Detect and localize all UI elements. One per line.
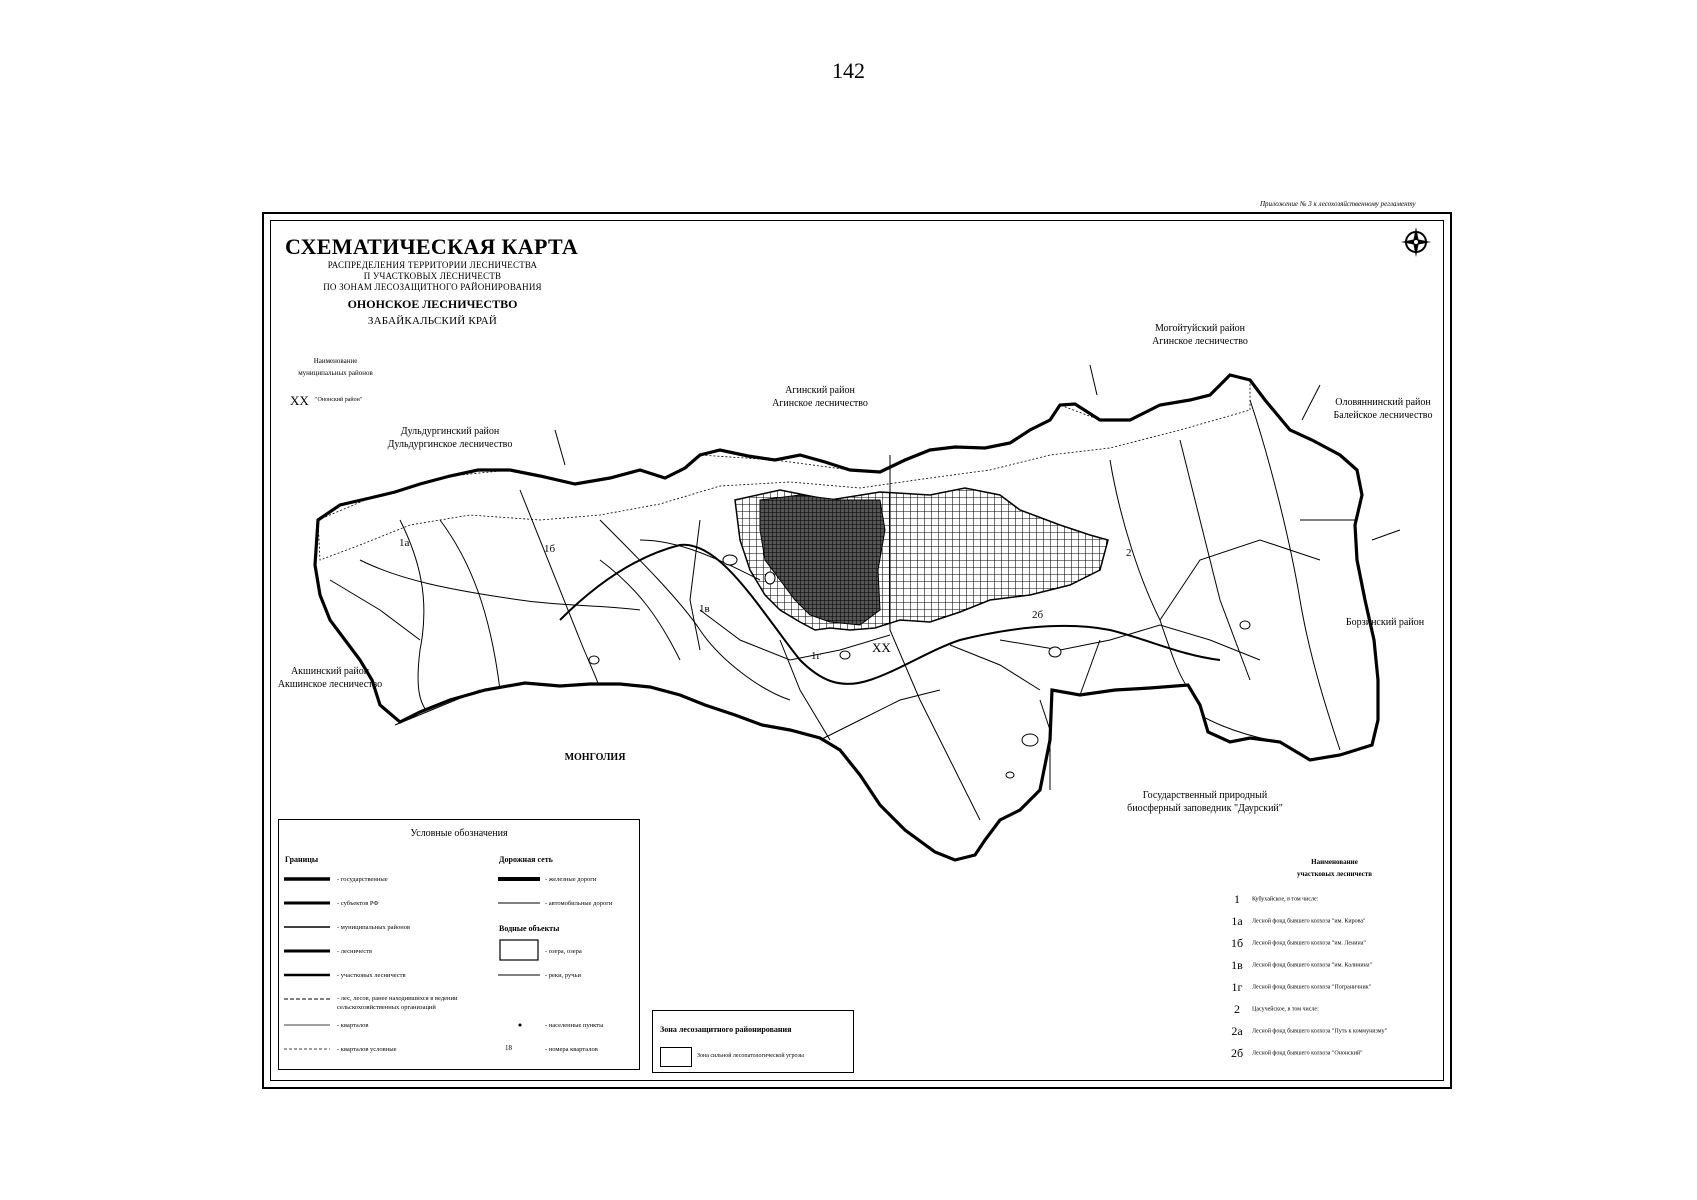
- legend-title: Условные обозначения: [410, 828, 508, 839]
- plot-item: [1222, 936, 1366, 951]
- neighbor-line: Агинский район: [785, 385, 855, 396]
- plot-item: [1222, 1024, 1387, 1039]
- legend-border-municipal: - муниципальных районов: [337, 924, 411, 931]
- plot-name: Лесной фонд бывшего колхоза "им. Калинина": [1252, 962, 1372, 969]
- neighbor-daursky: [1110, 789, 1300, 815]
- map-subtitle-line-3: ПО ЗОНАМ ЛЕСОЗАЩИТНОГО РАЙОНИРОВАНИЯ: [323, 282, 542, 292]
- legend-border-district-forestry: - участковых лесничеств: [337, 972, 406, 979]
- zone-legend-item: Зона сильной лесопатологической угрозы: [697, 1053, 804, 1059]
- neighbor-mongolia: [545, 751, 645, 764]
- plots-list: [1222, 856, 1447, 1060]
- legend-border-forestry: - лесничеств: [337, 948, 373, 955]
- neighbor-akshinsky: [270, 665, 390, 691]
- plot-name: Лесной фонд бывшего колхоза "Путь к коммунизму": [1252, 1028, 1388, 1035]
- plot-code: 2б: [1230, 1046, 1244, 1060]
- legend-railway: - железные дороги: [545, 876, 597, 883]
- municipal-names-line-2: муниципальных районов: [298, 369, 373, 377]
- plot-item: [1222, 1002, 1319, 1017]
- plot-name: Цасучейское, в том числе:: [1252, 1006, 1319, 1013]
- neighbor-mogoytuy: [1120, 322, 1280, 348]
- legend-border-quarters-conditional: - кварталов условные: [337, 1046, 397, 1053]
- plot-name: Лесной фонд бывшего колхоза "им. Ленина": [1252, 940, 1366, 947]
- plot-name: Лесной фонд бывшего колхоза "Пограничник": [1252, 984, 1372, 991]
- neighbor-line: Дульдургинское лесничество: [387, 439, 513, 450]
- legend-border-quarters: - кварталов: [337, 1022, 369, 1029]
- neighbor-line: Борзинский район: [1345, 617, 1425, 628]
- plot-name: Кубухайское, в том числе:: [1252, 896, 1319, 903]
- map-label-1a: 1а: [399, 537, 410, 549]
- municipal-names-line-1: Наименование: [313, 357, 358, 365]
- plot-code: 1б: [1230, 936, 1244, 950]
- legend-roads-heading: Дорожная сеть: [499, 855, 553, 864]
- plot-code: 1: [1234, 892, 1240, 906]
- map-label-2: 2: [1126, 547, 1132, 559]
- neighbor-line: Могойтуйский район: [1154, 323, 1246, 334]
- district-code-sample: XX: [290, 393, 309, 408]
- neighbor-line: Агинское лесничество: [772, 398, 868, 409]
- neighbor-line: Оловяннинский район: [1335, 397, 1431, 408]
- plot-name: Лесной фонд бывшего колхоза "Ононский": [1252, 1050, 1363, 1057]
- legend-rivers: - реки, ручьи: [545, 972, 581, 979]
- map-label-1g: 1г: [811, 650, 822, 662]
- legend-border-subject: - субъектов РФ: [337, 900, 379, 907]
- plot-code: 2: [1234, 1002, 1240, 1016]
- neighbor-olovyannaya: [1318, 396, 1448, 422]
- map-label-district-code: XX: [872, 640, 891, 655]
- neighbor-line: биосферный заповедник "Даурский": [1127, 803, 1283, 814]
- neighbor-line: Акшинское лесничество: [277, 679, 383, 690]
- map-subtitle-line-2: П УЧАСТКОВЫХ ЛЕСНИЧЕСТВ: [363, 271, 502, 281]
- map-label-2b: 2б: [1032, 609, 1044, 621]
- plot-item: [1222, 892, 1318, 907]
- plot-code: 1в: [1231, 958, 1243, 972]
- zone-legend-swatch: [660, 1047, 692, 1067]
- neighbor-line: Государственный природный: [1142, 790, 1268, 801]
- legend-border-state: - государственные: [337, 876, 388, 883]
- legend: [278, 819, 640, 1070]
- neighbor-aginsky: [740, 384, 900, 410]
- map-title: СХЕМАТИЧЕСКАЯ КАРТА: [285, 234, 579, 259]
- region-name: ЗАБАЙКАЛЬСКИЙ КРАЙ: [367, 315, 498, 327]
- neighbor-line: Балейское лесничество: [1333, 410, 1433, 421]
- plot-name: Лесной фонд бывшего колхоза "им. Кирова": [1252, 918, 1366, 925]
- neighbor-line: Дульдургинский район: [400, 426, 500, 437]
- plot-code: 1а: [1231, 914, 1243, 928]
- plot-item: [1222, 1046, 1363, 1061]
- map-label-1b: 1б: [544, 543, 556, 555]
- plot-code: 2а: [1231, 1024, 1243, 1038]
- plot-code: 1г: [1231, 980, 1243, 994]
- neighbor-duldurga: [355, 425, 545, 451]
- forestry-name: ОНОНСКОЕ ЛЕСНИЧЕСТВО: [347, 297, 518, 311]
- neighbor-line: Агинское лесничество: [1152, 336, 1248, 347]
- legend-lakes: - озера, озера: [545, 948, 582, 955]
- appendix-note: Приложение № 3 к лесохозяйственному регламенту: [1260, 200, 1416, 208]
- plot-item: [1222, 914, 1365, 929]
- plots-list-title-2: участковых лесничеств: [1296, 870, 1372, 878]
- legend-quarter-numbers: - номера кварталов: [545, 1046, 598, 1053]
- page-number: 142: [832, 58, 865, 83]
- compass-rose-icon: [1401, 227, 1431, 257]
- legend-borders-heading: Границы: [285, 855, 319, 864]
- legend-border-former-agri: - лес, лесов, ранее находившихся в ведении сельскохозяйственных организаций: [337, 995, 458, 1011]
- neighbor-line: МОНГОЛИЯ: [564, 752, 626, 763]
- zone-legend-title: Зона лесозащитного районирования: [660, 1025, 792, 1034]
- plots-list-title-1: Наименование: [1311, 858, 1358, 866]
- legend-settlements: - населенные пункты: [545, 1022, 604, 1029]
- legend-motor-road: - автомобильные дороги: [545, 900, 613, 907]
- zone-legend-box: [652, 1010, 854, 1073]
- neighbor-borzya: [1330, 616, 1440, 629]
- map-label-1v: 1в: [699, 603, 710, 615]
- map-subtitle-line-1: РАСПРЕДЕЛЕНИЯ ТЕРРИТОРИИ ЛЕСНИЧЕСТВА: [327, 260, 538, 270]
- district-code-sample-label: "Ононский район": [315, 397, 363, 403]
- plot-item: [1222, 980, 1371, 995]
- plot-item: [1222, 958, 1372, 973]
- legend-water-heading: Водные объекты: [499, 924, 560, 933]
- legend-quarter-number-symbol: 18: [505, 1044, 512, 1052]
- neighbor-line: Акшинский район: [290, 666, 370, 677]
- municipal-names-heading: [283, 355, 388, 379]
